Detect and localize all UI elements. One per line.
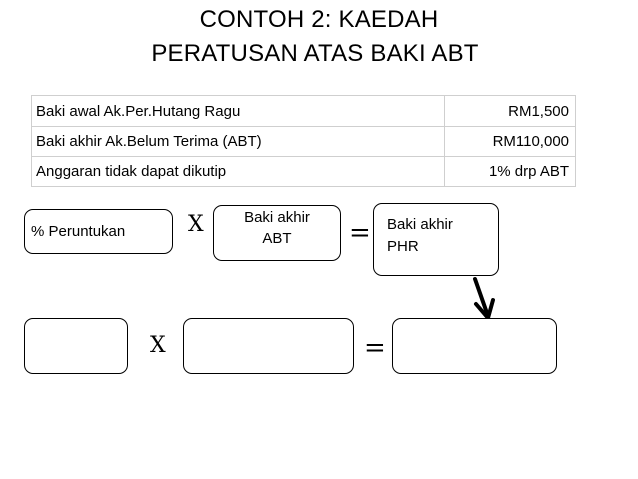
multiply-sign: X bbox=[188, 212, 204, 237]
table-cell-value: RM110,000 bbox=[445, 127, 576, 157]
table-cell-label: Anggaran tidak dapat dikutip bbox=[32, 157, 445, 187]
table-cell-label: Baki akhir Ak.Belum Terima (ABT) bbox=[32, 127, 445, 157]
percent-allowance-box bbox=[24, 209, 173, 254]
blank-answer-box-1 bbox=[24, 318, 128, 374]
closing-provision-box bbox=[373, 203, 499, 276]
blank-answer-box-3 bbox=[392, 318, 557, 374]
slide-title-line-2: PERATUSAN ATAS BAKI ABT bbox=[151, 40, 479, 67]
table-row bbox=[32, 127, 576, 157]
closing-receivables-label-line-1: Baki akhir bbox=[244, 209, 310, 226]
closing-receivables-label-line-2: ABT bbox=[262, 230, 292, 247]
closing-provision-label-line-2: PHR bbox=[387, 238, 419, 255]
equals-sign: = bbox=[364, 333, 386, 363]
closing-provision-label-line-1: Baki akhir bbox=[387, 216, 453, 233]
table-cell-value: 1% drp ABT bbox=[445, 157, 576, 187]
equals-sign: = bbox=[349, 218, 371, 248]
closing-receivables-box bbox=[213, 205, 341, 261]
blank-answer-box-2 bbox=[183, 318, 354, 374]
table-row bbox=[32, 96, 576, 127]
table-cell-label: Baki awal Ak.Per.Hutang Ragu bbox=[32, 96, 445, 127]
info-table bbox=[31, 95, 576, 187]
table-cell-value: RM1,500 bbox=[445, 96, 576, 127]
multiply-sign: X bbox=[150, 333, 166, 358]
table-row bbox=[32, 157, 576, 187]
percent-allowance-label: % Peruntukan bbox=[31, 223, 126, 240]
slide-title-line-1: CONTOH 2: KAEDAH bbox=[199, 6, 439, 33]
